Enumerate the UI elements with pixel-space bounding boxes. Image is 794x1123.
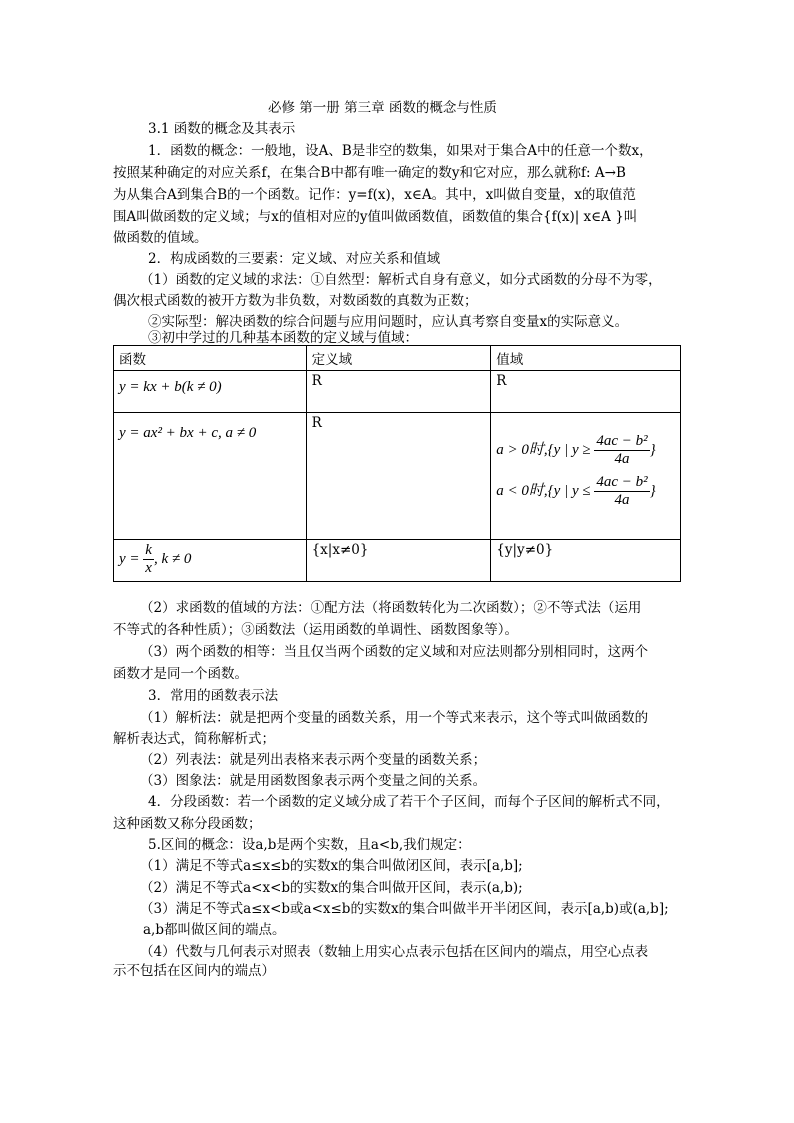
table-header-row	[114, 346, 681, 371]
text-line: 围A叫做函数的定义域；与x的值相对应的y值叫做函数值，函数值的集合{f(x)| x∈A }叫	[113, 209, 638, 225]
text-line: 4．分段函数：若一个函数的定义域分成了若干个子区间，而每个子区间的解析式不同，	[148, 794, 670, 810]
fraction: $\frac{\text{4ac − b²}}{4a}$	[596, 433, 648, 467]
text-line: 做函数的值域。	[113, 230, 208, 246]
text-line: （1）满足不等式a≤x≤b的实数x的集合叫做闭区间，表示[a,b];	[140, 858, 523, 874]
table-row	[114, 413, 681, 540]
table-row	[114, 371, 681, 413]
fraction: $\frac{k}{x}$	[145, 542, 152, 576]
text-line: 1．函数的概念：一般地，设A、B是非空的数集，如果对于集合A中的任意一个数x，	[148, 143, 653, 159]
text-line: 按照某种确定的对应关系f，在集合B中都有唯一确定的数y和它对应，那么就称f: A→B	[113, 165, 626, 181]
table-row	[114, 540, 681, 582]
range-a-negative: a < 0时,{y | y ≤ $\frac{\text{4ac − b²}}{4a}$ }	[496, 474, 656, 508]
text-line: 不等式的各种性质）；③函数法（运用函数的单调性、函数图象等）。	[113, 622, 518, 638]
function-domain-range-table	[113, 345, 681, 582]
range-a-positive: a > 0时,{y | y ≥ $\frac{\text{4ac − b²}}{4a}$ }	[496, 433, 656, 467]
range-cell: R	[491, 371, 681, 413]
domain-cell: R	[306, 371, 491, 413]
text-line: （4）代数与几何表示对照表（数轴上用实心点表示包括在区间内的端点，用空心点表	[140, 944, 649, 960]
text-line: ③初中学过的几种基本函数的定义域与值域：	[148, 330, 418, 346]
text-line: 5.区间的概念：设a,b是两个实数，且a<b,我们规定：	[148, 837, 471, 853]
text-line: （3）满足不等式a≤x<b或a<x≤b的实数x的集合叫做半开半闭区间，表示[a,b)或(a,b];	[140, 901, 669, 917]
domain-cell: R	[306, 413, 491, 540]
inverse-function: y = $\frac{k}{x}$ , k ≠ 0	[119, 542, 192, 576]
text-line: （2）求函数的值域的方法：①配方法（将函数转化为二次函数）；②不等式法（运用	[140, 600, 642, 616]
header-range: 值域	[491, 346, 681, 371]
header-domain: 定义域	[306, 346, 491, 371]
text-line: （3）两个函数的相等：当且仅当两个函数的定义域和对应法则都分别相同时，这两个	[140, 644, 649, 660]
text-line: 函数才是同一个函数。	[113, 666, 248, 682]
range-cell	[491, 413, 681, 540]
section-heading: 3.1 函数的概念及其表示	[148, 121, 296, 137]
quadratic-function: y = ax² + bx + c, a ≠ 0	[119, 425, 257, 441]
page-title: 必修 第一册 第三章 函数的概念与性质	[268, 100, 497, 116]
text-line: （1）解析法：就是把两个变量的函数关系，用一个等式来表示，这个等式叫做函数的	[140, 710, 649, 726]
text-line: ②实际型：解决函数的综合问题与应用问题时，应认真考察自变量x的实际意义。	[148, 314, 629, 330]
header-function: 函数	[114, 346, 307, 371]
domain-cell: {x|x≠0}	[306, 540, 491, 582]
linear-function: y = kx + b(k ≠ 0)	[119, 379, 222, 395]
text-line: 为从集合A到集合B的一个函数。记作：y=f(x)，x∈A。其中，x叫做自变量，x的取值范	[113, 187, 636, 203]
text-line: （1）函数的定义域的求法：①自然型：解析式自身有意义，如分式函数的分母不为零，	[140, 272, 662, 288]
text-line: （2）列表法：就是列出表格来表示两个变量的函数关系；	[140, 752, 487, 768]
range-cell: {y|y≠0}	[491, 540, 681, 582]
text-line: 偶次根式函数的被开方数为非负数，对数函数的真数为正数；	[113, 293, 478, 309]
text-line: 这种函数又称分段函数；	[113, 816, 262, 832]
text-line: 3．常用的函数表示法	[148, 688, 279, 704]
text-line: （2）满足不等式a<x<b的实数x的集合叫做开区间，表示(a,b);	[140, 880, 523, 896]
text-line: （3）图象法：就是用函数图象表示两个变量之间的关系。	[140, 773, 487, 789]
text-line: 解析表达式，简称解析式；	[113, 731, 275, 747]
text-line: 2．构成函数的三要素：定义域、对应关系和值域	[148, 251, 441, 267]
fraction: $\frac{\text{4ac − b²}}{4a}$	[596, 474, 648, 508]
text-line: a,b都叫做区间的端点。	[143, 922, 286, 938]
text-line: 示不包括在区间内的端点）	[113, 963, 275, 979]
